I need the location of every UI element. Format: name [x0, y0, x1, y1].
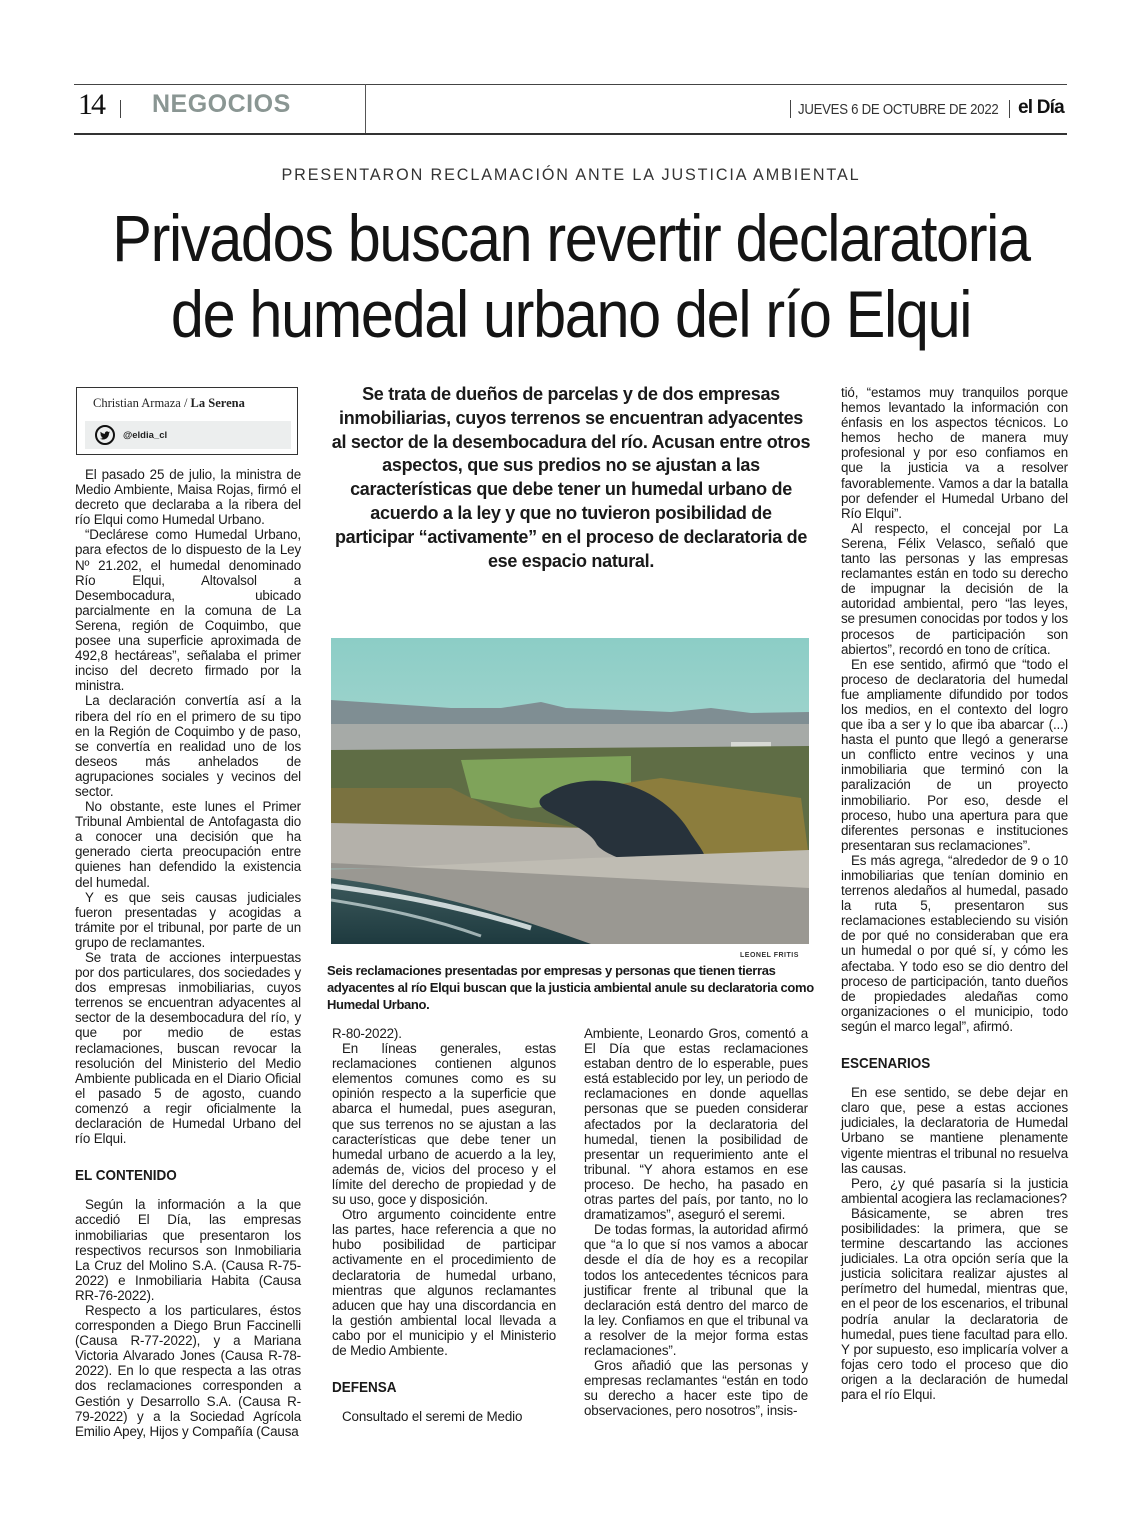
paragraph: En líneas generales, estas reclamaciones contienen algunos elementos comunes como es su opinión respecto a la superficie que abarca el humedal, pues aseguran, que sus terrenos no se ajustan a las características que debe tener un humedal urbano de acuerdo a la ley, además de, vicios del proceso y el límite del derecho de propiedad y de su uso, goce y disposición.	[332, 1041, 556, 1208]
paragraph: Respecto a los particulares, éstos corresponden a Diego Brun Faccinelli (Causa R-77-2022), y a Mariana Victoria Alvarado Jones (Causa R-78-2022). En lo que respecta a las otras dos reclamaciones corresponden a Gestión y Desarrollo S.A. (Causa R-79-2022) y a la Sociedad Agrícola Emilio Apey, Hijos y Compañía (Causa	[75, 1302, 301, 1439]
photo-caption: Seis reclamaciones presentadas por empresas y personas que tienen tierras adyacentes al río Elqui buscan que la justicia ambiental anule su declaratoria como Humedal Urbano.	[327, 963, 814, 1012]
article-kicker: PRESENTARON RECLAMACIÓN ANTE LA JUSTICIA AMBIENTAL	[281, 165, 861, 184]
paragraph: Básicamente, se abren tres posibilidades: la primera, que se termine descartando las acciones judiciales. La otra opción sería que la justicia solicitara realizar ajustes al perímetro del humedal, mientras que, en el peor de los escenarios, el tribunal podría anular la declaratoria de humedal, pues tiene facultad para ello. Y por supuesto, eso implicaría volver a fojas cero todo el proceso que dio origen a la declaración de humedal para el río Elqui.	[841, 1205, 1068, 1402]
section-name: NEGOCIOS	[152, 90, 291, 118]
paragraph: Otro argumento coincidente entre las partes, hace referencia a que no hubo posibilidad de participar activamente en el procedimiento de declaratoria de humedal urbano, mientras que algunos reclamantes aducen que hay una discordancia en la gestión ambiental local llevada a cabo por el municipio y el Ministerio de Medio Ambiente.	[332, 1207, 556, 1358]
paragraph: tió, “estamos muy tranquilos porque hemos levantado la información con énfasis en los aspectos técnicos. Lo hemos hecho de manera muy profesional y por eso confiamos en que la justicia va a resolver favorablemente. Vamos a dar la batalla por defender el Humedal Urbano del Río Elqui”.	[841, 385, 1068, 521]
headline-line-2: de humedal urbano del río Elqui	[170, 277, 972, 351]
author-name: Christian Armaza /	[93, 396, 188, 410]
author-location: La Serena	[190, 396, 245, 410]
date-divider	[790, 100, 791, 118]
header-divider	[120, 100, 121, 118]
paragraph: No obstante, este lunes el Primer Tribunal Ambiental de Antofagasta dio a conocer una decisión que ha generado cierta preocupación entre quienes han defendido la existencia del humedal.	[75, 799, 301, 890]
paragraph: “Declárese como Humedal Urbano, para efectos de lo dispuesto de la Ley Nº 21.202, el humedal denominado Río Elqui, Altovalsol a Desembocadura, ubicado parcialmente en la comuna de La Serena, región de Coquimbo, que posee una superficie aproximada de 492,8 hectáreas”, señalaba el primer inciso del decreto firmado por la ministra.	[75, 527, 301, 694]
paragraph: Es más agrega, “alrededor de 9 o 10 inmobiliarias que tenían dominio en terrenos aledaños al humedal, pasado la ruta 5, presentaron sus reclamaciones estableciendo su visión de por qué no consideraban que era un humedal o por qué sí, y cómo les afectaba. Y todo eso se dio dentro del proceso de participación, tanto dueños de propiedades aledañas como organizaciones o el municipio, todo según el marco legal”, afirmó.	[841, 852, 1068, 1034]
paragraph: Y es que seis causas judiciales fueron presentadas y acogidas a trámite por el tribunal, por parte de un grupo de reclamantes.	[75, 889, 301, 950]
photo-credit: LEONEL FRITIS	[740, 952, 799, 959]
paragraph: En ese sentido, se debe dejar en claro que, pese a estas acciones judiciales, la declaratoria de Humedal Urbano se mantiene plenamente vigente mientras el tribunal no resuelva las causas.	[841, 1085, 1068, 1176]
paragraph: De todas formas, la autoridad afirmó que “a lo que sí nos vamos a abocar desde el día de hoy es a recopilar todos los antecedentes técnicos para justificar frente al tribunal que la declaración está dentro del marco de la ley. Confiamos en que el tribunal va a resolver de la mejor forma estas reclamaciones”.	[584, 1222, 808, 1358]
headline-line-1: Privados buscan revertir declaratoria	[112, 201, 1030, 275]
article-column-3	[584, 1026, 808, 1418]
paragraph: Consultado el seremi de Medio	[342, 1409, 523, 1425]
twitter-handle[interactable]: @eldia_cl	[123, 429, 168, 441]
article-column-2	[332, 1026, 556, 1424]
article-column-4	[841, 385, 1068, 1402]
paragraph: R-80-2022).	[332, 1026, 402, 1041]
paragraph: Según la información a la que accedió El Día, las empresas inmobiliarias que presentaron los respectivos recursos son Inmobiliaria La Cruz del Molino S.A. (Causa R-75-2022) e Inmobiliaria Habita (Causa RR-76-2022).	[75, 1197, 301, 1303]
subhead-escenarios: ESCENARIOS	[841, 1055, 931, 1073]
byline-box	[76, 387, 298, 455]
publication-date: JUEVES 6 DE OCTUBRE DE 2022	[798, 101, 999, 118]
article-photo	[331, 638, 809, 944]
paragraph: Pero, ¿y qué pasaría si la justicia ambiental acogiera las reclamaciones?	[841, 1175, 1068, 1206]
twitter-icon	[95, 425, 115, 445]
article-deck: Se trata de dueños de parcelas y de dos empresas inmobiliarias, cuyos terrenos se encuentran adyacentes al sector de la desembocadura del río. Acusan entre otros aspectos, que sus predios no se ajustan a las características que debe tener un humedal urbano de acuerdo a la ley y que no tuvieron posibilidad de participar “activamente” en el proceso de declaratoria de ese espacio natural.	[331, 384, 811, 571]
subhead-defensa: DEFENSA	[332, 1379, 397, 1397]
header-vertical-rule	[365, 84, 366, 134]
subhead-el-contenido: EL CONTENIDO	[75, 1167, 177, 1185]
logo-divider	[1009, 100, 1010, 118]
page-number: 14	[78, 88, 104, 121]
paragraph: Gros añadió que las personas y empresas reclamantes “están en todo su derecho a hacer este tipo de observaciones, pero nosotros”, insis-	[584, 1358, 808, 1419]
social-handle-bar	[85, 421, 291, 449]
paragraph: La declaración convertía así a la ribera del río en el primero de su tipo en la Región de Coquimbo y de paso, se convertía en realidad uno de los deseos más anhelados de agrupaciones sociales y vecinos del sector.	[75, 693, 301, 799]
paragraph: El pasado 25 de julio, la ministra de Medio Ambiente, Maisa Rojas, firmó el decreto que declaraba a la ribera del río Elqui como Humedal Urbano.	[75, 467, 301, 528]
paragraph: Se trata de acciones interpuestas por dos particulares, dos sociedades y dos empresas inmobiliarias, cuyos terrenos se encuentran adyacentes al sector de la desembocadura del río, y que por medio de estas reclamaciones, buscan revocar la resolución del Ministerio del Medio Ambiente publicada en el Diario Oficial el pasado 5 de agosto, cuando comenzó a regir oficialmente la declaración de Humedal Urbano del río Elqui.	[75, 950, 301, 1147]
paragraph: En ese sentido, afirmó que “todo el proceso de declaratoria del humedal fue ampliamente difundido por todos los medios, en el contexto del logro que iba a ser y lo que iba abarcar (...) hasta el punto que llegó a generarse un conflicto entre vecinos y una inmobiliaria que terminó con la paralización de un proyecto inmobiliario. Por eso, desde el proceso, hubo una apertura para que diferentes personas e instituciones presentaran sus reclamaciones”.	[841, 656, 1068, 853]
article-column-1	[75, 467, 301, 1439]
river-mouth-aerial-image	[331, 638, 809, 944]
paragraph: Al respecto, el concejal por La Serena, Félix Velasco, señaló que tanto las personas y las empresas reclamantes están en todo su derecho de impugnar la decisión de la autoridad ambiental, pero “las leyes, se presumen conocidas por todos y los procesos de participación son abiertos”, recordó en tono de crítica.	[841, 520, 1068, 657]
newspaper-logo: el Día	[1018, 97, 1064, 118]
byline-author	[93, 396, 245, 411]
header-bottom-rule	[74, 133, 1067, 135]
paragraph: Ambiente, Leonardo Gros, comentó a El Día que estas reclamaciones estaban dentro de lo esperable, pues está establecido por ley, un periodo de reclamaciones en donde aquellas personas que se pueden considerar afectados por la declaratoria del humedal, tienen la posibilidad de presentar un requerimiento ante el tribunal. “Y ahora estamos en ese proceso. De hecho, ha pasado en otras partes del país, por tanto, no lo dramatizamos”, aseguró el seremi.	[584, 1026, 808, 1223]
article-headline	[93, 200, 1049, 352]
header-top-rule	[74, 84, 1067, 85]
